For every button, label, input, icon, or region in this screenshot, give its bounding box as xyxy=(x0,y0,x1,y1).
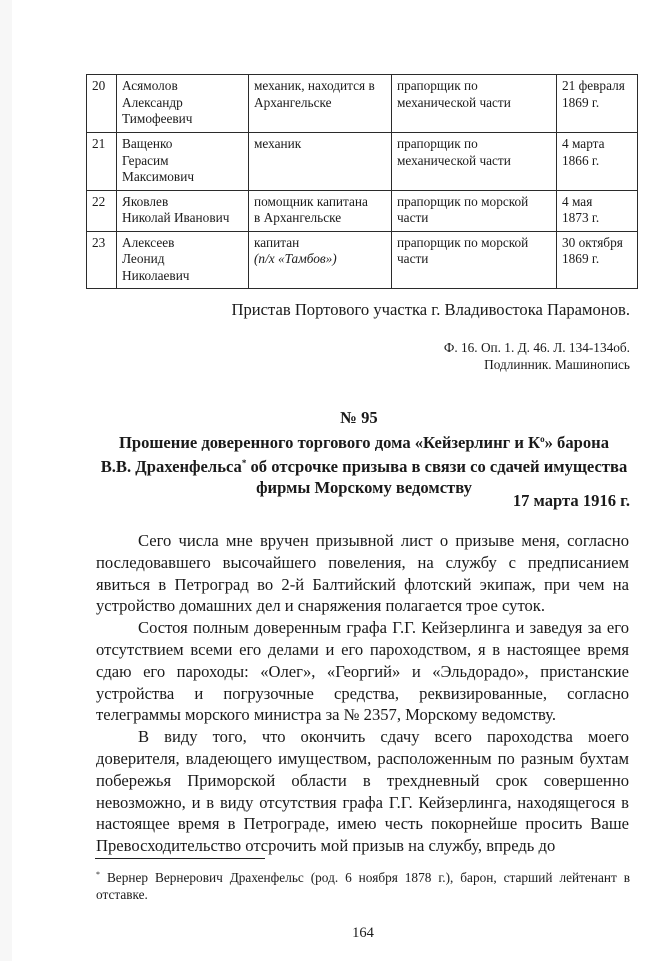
archive-reference: Ф. 16. Оп. 1. Д. 46. Л. 134-134об. xyxy=(443,340,630,355)
birth-date-cell-line: 1869 г. xyxy=(562,94,600,110)
row-number-cell: 22 xyxy=(87,190,117,231)
rank-cell-line: прапорщик по xyxy=(397,78,478,93)
title-line-3: фирмы Морскому ведомству xyxy=(256,478,472,497)
birth-date-cell-line: 21 февраля xyxy=(562,78,625,93)
position-cell xyxy=(249,190,392,231)
position-cell xyxy=(249,231,392,289)
rank-cell-line: прапорщик по xyxy=(397,136,478,151)
table-row xyxy=(87,231,638,289)
birth-date-cell-line: 4 мая xyxy=(562,193,593,209)
table-row xyxy=(87,75,638,133)
paragraph: В виду того, что окончить сдачу всего пароходства моего доверителя, владеющего имуществом, расположенным по разным бухтам побережья Приморской области в трехдневный срок совершенно невозможно, и в виду отсутствия графа Г.Г. Кейзерлинга, находящегося в настоящее время в Петрограде, имею честь покорнейше просить Ваше Превосходительство отсрочить мой призыв на службу, впредь до xyxy=(96,727,629,856)
birth-date-cell xyxy=(557,190,638,231)
title-line-1: Прошение доверенного торгового дома «Кейзерлинг и $К^о$» барона xyxy=(118,433,610,452)
archive-reference-block xyxy=(0,339,630,373)
row-number-cell: 21 xyxy=(87,133,117,191)
rank-cell xyxy=(392,190,557,231)
document-body xyxy=(96,530,629,857)
archive-note: Подлинник. Машинопись xyxy=(484,357,630,372)
name-cell xyxy=(117,190,249,231)
position-cell-line: в Архангельске xyxy=(254,210,342,225)
table-row xyxy=(87,190,638,231)
rank-cell-line: прапорщик по морской xyxy=(397,193,529,209)
birth-date-cell xyxy=(557,133,638,191)
signature-line: Пристав Портового участка г. Владивостока Парамонов. xyxy=(231,300,630,319)
name-cell xyxy=(117,231,249,289)
position-cell-line: механик, находится в xyxy=(254,78,375,93)
name-cell-line: Николаевич xyxy=(122,267,190,283)
paragraph: Сего числа мне вручен призывной лист о призыве меня, согласно последовавшего высочайшего повеления, на службу с предписанием явиться в Петроград во 2-й Балтийский флотский экипаж, при чем на устройство домашних дел и снаряжения полагается трое суток. xyxy=(96,531,629,616)
footnote-marker: * xyxy=(96,870,100,879)
position-cell-line: помощник капитана xyxy=(254,193,368,209)
name-cell xyxy=(117,133,249,191)
rank-cell-line: прапорщик по морской xyxy=(397,234,529,250)
name-cell-line: Ващенко xyxy=(122,136,173,151)
position-cell-line: капитан xyxy=(254,234,300,250)
rank-cell xyxy=(392,133,557,191)
birth-date-cell-line: 1866 г. xyxy=(562,152,600,168)
rank-cell-line: части xyxy=(397,251,429,266)
name-cell-line: Леонид xyxy=(122,251,165,266)
birth-date-cell xyxy=(557,75,638,133)
footnote xyxy=(96,866,630,903)
document-title xyxy=(96,429,632,498)
position-cell-line: Архангельске xyxy=(254,94,332,110)
row-number-cell: 23 xyxy=(87,231,117,289)
name-cell xyxy=(117,75,249,133)
degree-superscript: о xyxy=(540,434,545,444)
birth-date-cell-line: 1873 г. xyxy=(562,210,600,225)
name-cell-line: Яковлев xyxy=(122,193,169,209)
name-cell-line: Алексеев xyxy=(122,234,175,250)
name-cell-line: Тимофеевич xyxy=(122,111,193,126)
paragraph: Состоя полным доверенным графа Г.Г. Кейзерлинга и заведуя за его отсутствием всеми его делами и его пароходством, я в настоящее время сдаю его пароходы: «Олег», «Георгий» и «Эльдорадо», пристанские устройства и погрузочные средства, реквизированные, согласно телеграммы морского министра за № 2357, Морскому ведомству. xyxy=(96,618,629,725)
document-number: № 95 xyxy=(340,408,378,427)
footnote-divider xyxy=(95,858,265,859)
footnote-marker: * xyxy=(241,458,247,468)
position-cell xyxy=(249,75,392,133)
position-cell-line: механик xyxy=(254,136,302,151)
name-cell-line: Герасим xyxy=(122,152,169,168)
rank-cell xyxy=(392,231,557,289)
position-cell xyxy=(249,133,392,191)
vessel-name: (п/х «Тамбов») xyxy=(254,251,337,266)
page-number: 164 xyxy=(352,925,374,941)
name-cell-line: Асямолов xyxy=(122,78,178,93)
name-cell-line: Николай Иванович xyxy=(122,210,230,225)
name-cell-line: Александр xyxy=(122,94,183,110)
birth-date-cell-line: 4 марта xyxy=(562,136,605,151)
table-row xyxy=(87,133,638,191)
rank-cell-line: механической части xyxy=(397,94,511,110)
rank-cell xyxy=(392,75,557,133)
document-date: 17 марта 1916 г. xyxy=(512,491,630,510)
rank-cell-line: механической части xyxy=(397,152,511,168)
page-edge xyxy=(0,0,12,961)
row-number-cell: 20 xyxy=(87,75,117,133)
name-cell-line: Максимович xyxy=(122,169,195,184)
footnote-text: Вернер Вернерович Драхенфельс (род. 6 ноября 1878 г.), барон, старший лейтенант в отставке. xyxy=(96,870,630,902)
birth-date-cell-line: 1869 г. xyxy=(562,251,600,266)
title-line-2: В.В. Драхенфельса* об отсрочке призыва в связи со сдачей имущества xyxy=(100,457,628,476)
personnel-table xyxy=(86,74,638,289)
birth-date-cell xyxy=(557,231,638,289)
birth-date-cell-line: 30 октября xyxy=(562,234,623,250)
rank-cell-line: части xyxy=(397,210,429,225)
